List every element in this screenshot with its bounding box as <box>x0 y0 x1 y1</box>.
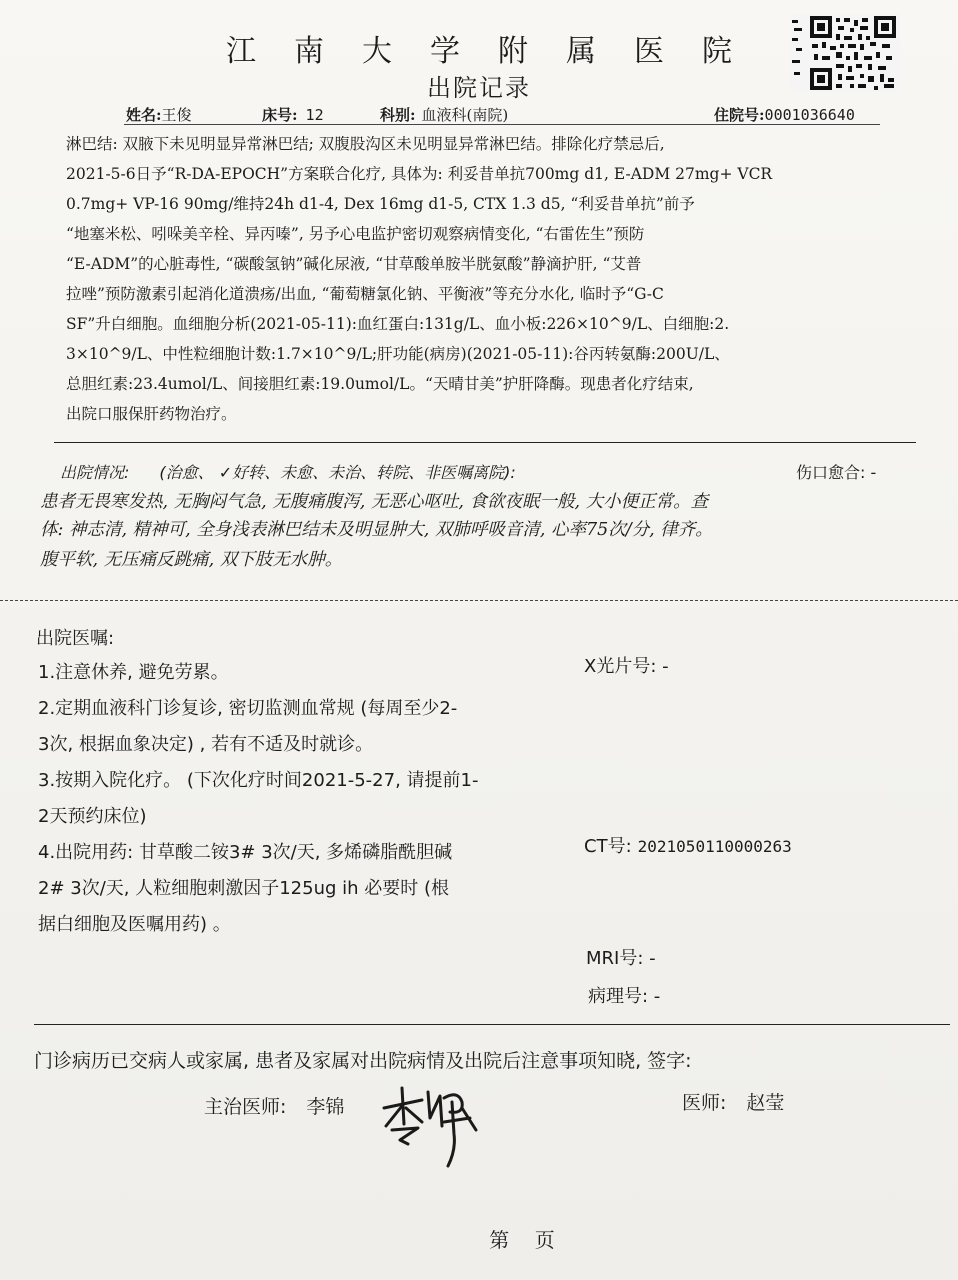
page-number: 第 页 <box>489 1228 555 1252</box>
course-line: 2021-5-6日予“R-DA-EPOCH”方案联合化疗, 具体为: 利妥昔单抗700mg d1, E-ADM 27mg+ VCR <box>66 165 773 183</box>
discharge-status-line: 体: 神志清, 精神可, 全身浅表淋巴结未及明显肿大, 双肺呼吸音清, 心率75次/分, 律齐。 <box>40 520 713 540</box>
section-divider-dashed <box>0 600 958 601</box>
course-line: “地塞米松、吲哚美辛栓、异丙嗪”, 另予心电监护密切观察病情变化, “右雷佐生”预防 <box>66 225 645 243</box>
physician: 医师: 赵莹 <box>682 1092 785 1114</box>
order-line: 据白细胞及医嘱用药) 。 <box>38 914 231 935</box>
discharge-status-line: 患者无畏寒发热, 无胸闷气急, 无腹痛腹泻, 无恶心呕吐, 食欲夜眠一般, 大小便正常。查 <box>40 492 709 512</box>
attending-physician: 主治医师: 李锦 <box>204 1096 345 1118</box>
header-underline <box>124 124 880 125</box>
handwritten-signature-icon <box>378 1078 488 1170</box>
course-line: 3×10^9/L、中性粒细胞计数:1.7×10^9/L;肝功能(病房)(2021-05-11):谷丙转氨酶:200U/L、 <box>66 345 730 363</box>
order-line: 3次, 根据血象决定) , 若有不适及时就诊。 <box>38 734 374 755</box>
order-line: 1.注意休养, 避免劳累。 <box>38 662 229 683</box>
order-line: 2# 3次/天, 人粒细胞刺激因子125ug ih 必要时 (根 <box>38 878 450 899</box>
hospital-name: 江南大学附属医院 <box>226 34 770 69</box>
section-divider <box>34 1024 950 1025</box>
xray-number: X光片号: - <box>584 656 669 677</box>
order-line: 2.定期血液科门诊复诊, 密切监测血常规 (每周至少2- <box>38 698 458 719</box>
document-title: 出院记录 <box>427 74 531 102</box>
acknowledgement-statement: 门诊病历已交病人或家属, 患者及家属对出院病情及出院后注意事项知晓, 签字: <box>34 1050 692 1072</box>
course-line: 出院口服保肝药物治疗。 <box>66 405 237 423</box>
wound-healing: 伤口愈合: - <box>796 463 877 482</box>
course-line: 淋巴结: 双腋下未见明显异常淋巴结; 双腹股沟区未见明显异常淋巴结。排除化疗禁忌后, <box>66 135 665 153</box>
course-line: 0.7mg+ VP-16 90mg/维持24h d1-4, Dex 16mg d1-5, CTX 1.3 d5, “利妥昔单抗”前予 <box>66 195 695 213</box>
section-divider <box>54 442 916 443</box>
ct-number: CT号: 2021050110000263 <box>584 836 792 857</box>
qr-code-icon <box>790 14 900 92</box>
course-line: 总胆红素:23.4umol/L、间接胆红素:19.0umol/L。“天晴甘美”护肝降酶。现患者化疗结束, <box>66 375 694 393</box>
pathology-number: 病理号: - <box>588 986 661 1007</box>
order-line: 2天预约床位) <box>38 806 147 827</box>
course-line: SF”升白细胞。血细胞分析(2021-05-11):血红蛋白:131g/L、血小板:226×10^9/L、白细胞:2. <box>66 315 730 333</box>
course-line: “E-ADM”的心脏毒性, “碳酸氢钠”碱化尿液, “甘草酸单胺半胱氨酸”静滴护肝, “艾普 <box>66 255 642 273</box>
order-line: 3.按期入院化疗。 (下次化疗时间2021-5-27, 请提前1- <box>38 770 479 791</box>
patient-name: 姓名:王俊 <box>126 106 192 124</box>
course-line: 拉唑”预防激素引起消化道溃疡/出血, “葡萄糖氯化钠、平衡液”等充分水化, 临时予“G-C <box>66 285 664 303</box>
order-line: 4.出院用药: 甘草酸二铵3# 3次/天, 多烯磷脂酰胆碱 <box>38 842 453 863</box>
mri-number: MRI号: - <box>586 948 656 969</box>
discharge-orders-label: 出院医嘱: <box>36 628 115 649</box>
bed-number: 床号: 12 <box>262 106 324 124</box>
admission-number: 住院号:0001036640 <box>714 106 855 124</box>
department: 科别: 血液科(南院) <box>380 106 509 124</box>
discharge-status-line: 腹平软, 无压痛反跳痛, 双下肢无水肿。 <box>40 550 343 570</box>
discharge-status-label: 出院情况: (治愈、 ✓好转、未愈、未治、转院、非医嘱离院): <box>60 463 516 482</box>
